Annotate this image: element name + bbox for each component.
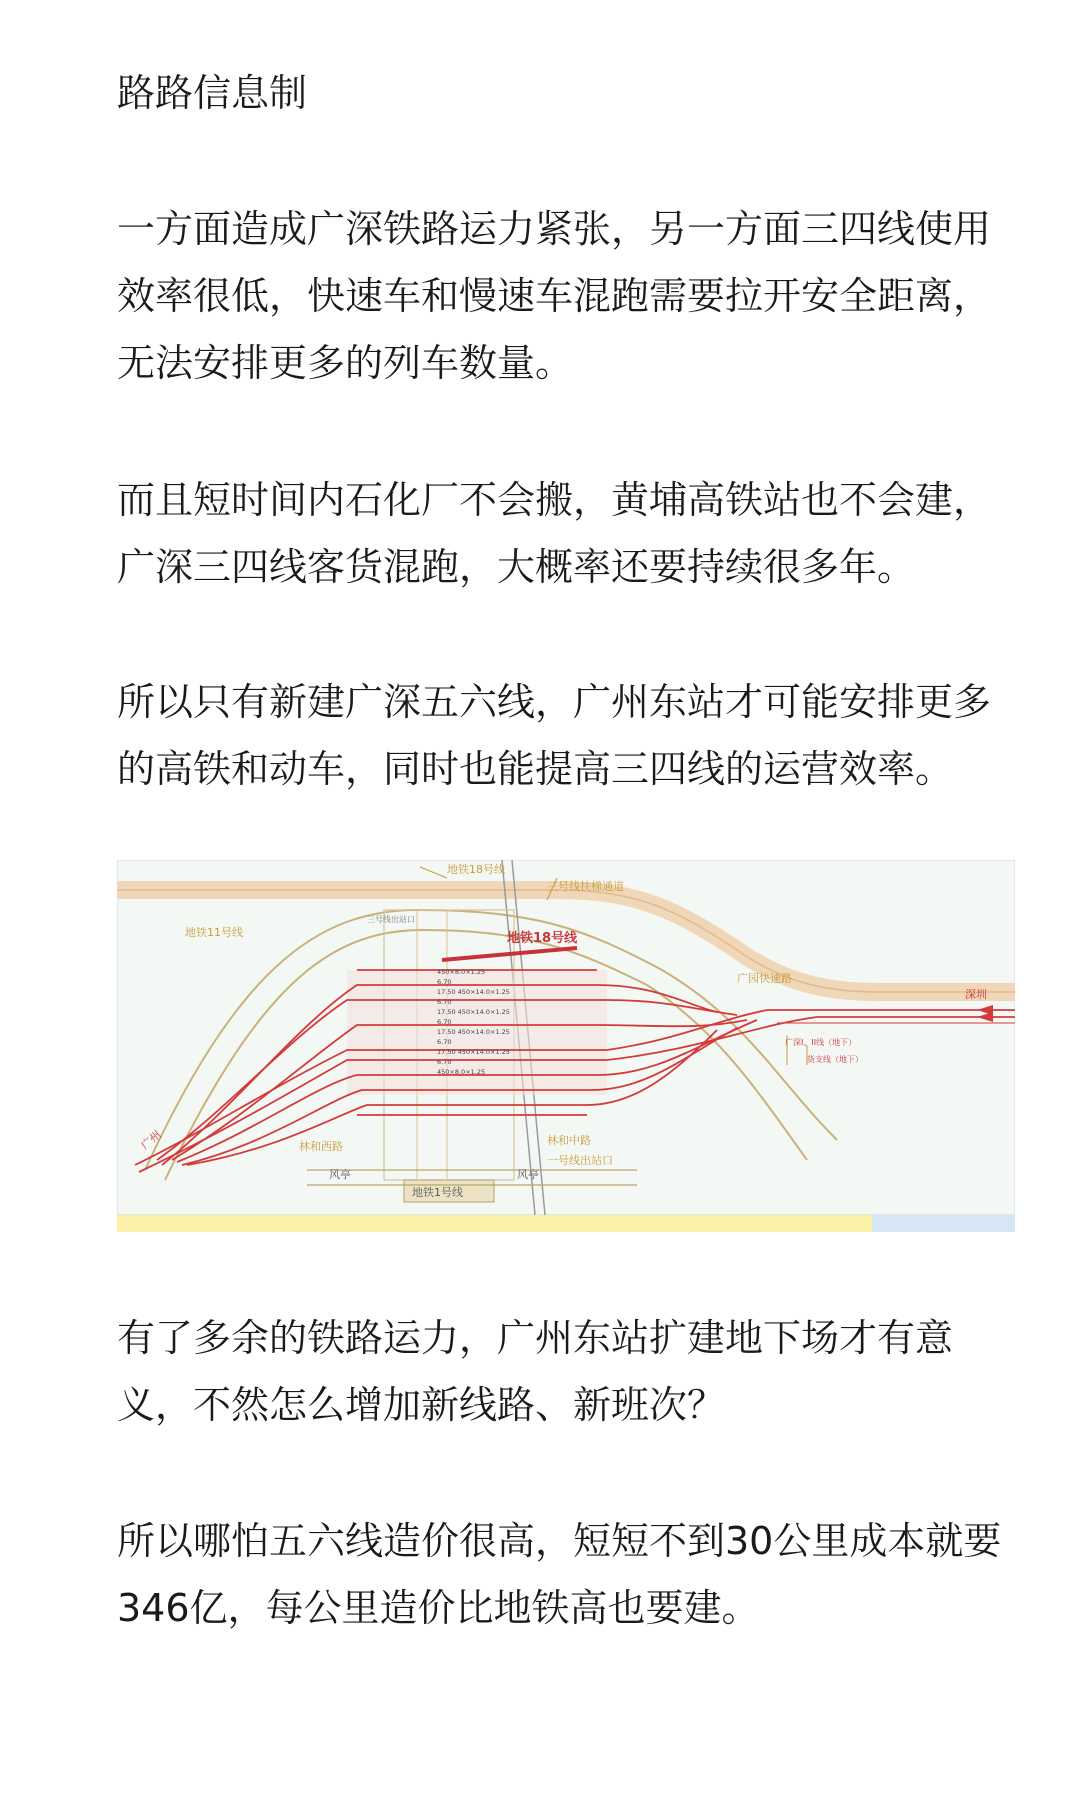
platform-row: 17.50 450×14.0×1.25 xyxy=(437,1028,510,1036)
label-freight-line: 货支线（地下） xyxy=(807,1055,863,1064)
label-guangzhou: 广州 xyxy=(138,1128,164,1153)
label-guangshen-11: 广深I、II线（地下） xyxy=(785,1038,857,1047)
label-metro18-red: 地铁18号线 xyxy=(507,931,578,946)
label-fengting-right: 风亭 xyxy=(517,1168,539,1181)
label-shenzhen: 深圳 xyxy=(965,988,987,1001)
platform-row: 17.50 450×14.0×1.25 xyxy=(437,1048,510,1056)
paragraph-underground-yard: 有了多余的铁路运力，广州东站扩建地下场才有意义，不然怎么增加新线路、新班次？ xyxy=(117,1316,954,1427)
label-metro18-top: 地铁18号线 xyxy=(447,863,505,876)
station-track-diagram xyxy=(117,860,1015,1232)
paragraph-intro-heading: 路路信息制 xyxy=(117,71,308,115)
label-metro1: 地铁1号线 xyxy=(412,1186,463,1199)
label-line1-exit: 一号线出站口 xyxy=(547,1154,613,1167)
bottom-bar-blue xyxy=(872,1215,1015,1232)
label-linhe-west: 林和西路 xyxy=(299,1140,343,1153)
label-line3-transfer: 三号线扶梯通道 xyxy=(547,880,624,893)
platform-row: 450×8.0×1.25 xyxy=(437,968,486,976)
paragraph-cost: 所以哪怕五六线造价很高，短短不到30公里成本就要346亿，每公里造价比地铁高也要建。 xyxy=(117,1519,1002,1630)
label-line3-exit: 三号线出站口 xyxy=(367,915,415,924)
label-guangyuan-expressway: 广园快速路 xyxy=(737,972,792,985)
platform-row: 6.70 xyxy=(437,998,452,1006)
label-fengting-left: 风亭 xyxy=(329,1168,351,1181)
paragraph-petrochemical: 而且短时间内石化厂不会搬，黄埔高铁站也不会建，广深三四线客货混跑，大概率还要持续很多年。 xyxy=(117,478,992,589)
paragraph-capacity: 一方面造成广深铁路运力紧张，另一方面三四线使用效率很低，快速车和慢速车混跑需要拉开安全距离，无法安排更多的列车数量。 xyxy=(117,207,992,385)
paragraph-new-line: 所以只有新建广深五六线，广州东站才可能安排更多的高铁和动车，同时也能提高三四线的运营效率。 xyxy=(117,680,992,791)
platform-row: 6.70 xyxy=(437,978,452,986)
platform-row: 17.50 450×14.0×1.25 xyxy=(437,988,510,996)
platform-row: 6.70 xyxy=(437,1018,452,1026)
label-metro11: 地铁11号线 xyxy=(185,926,243,939)
platform-row: 450×8.0×1.25 xyxy=(437,1068,486,1076)
platform-row: 6.70 xyxy=(437,1058,452,1066)
platform-row: 17.50 450×14.0×1.25 xyxy=(437,1008,510,1016)
label-linhe-middle: 林和中路 xyxy=(547,1134,591,1147)
bottom-bar-yellow xyxy=(117,1215,872,1232)
platform-row: 6.70 xyxy=(437,1038,452,1046)
